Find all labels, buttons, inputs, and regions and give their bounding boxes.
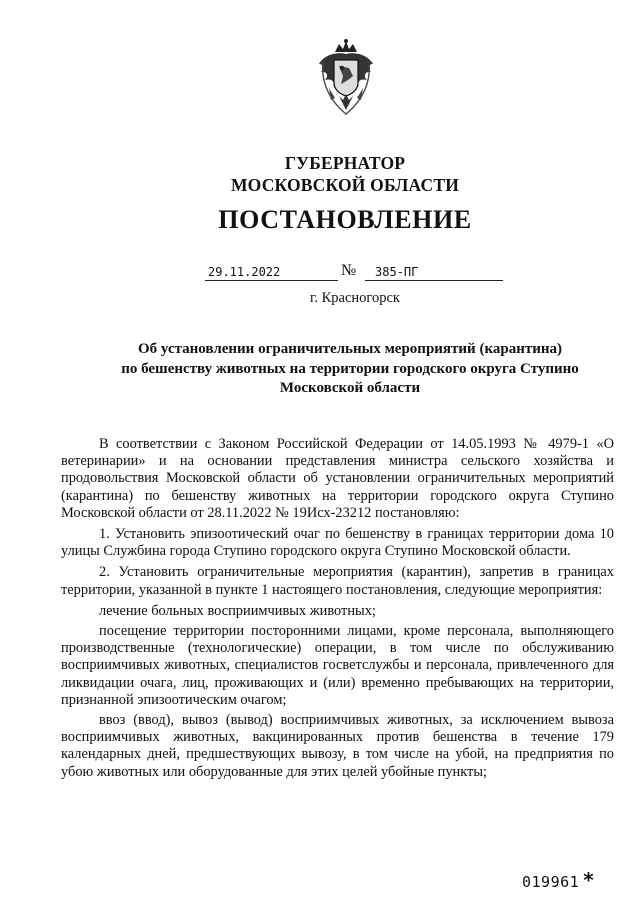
restriction-item-1: лечение больных восприимчивых животных; [99,602,376,619]
city-name: г. Красногорск [310,290,400,306]
document-date: 29.11.2022 [205,264,338,281]
moscow-region-coat-of-arms-icon [315,38,377,118]
issuer-line-2: МОСКОВСКОЙ ОБЛАСТИ [230,175,460,195]
document-number: 385-ПГ [365,264,503,281]
document-title [80,340,620,399]
document-type-label: ПОСТАНОВЛЕНИЕ [218,205,472,234]
issuer-line-1: ГУБЕРНАТОР [284,153,406,173]
title-line-3: Московской области [279,380,421,396]
document-type [0,205,640,235]
issuer-heading [0,152,640,196]
serial-stamp [522,868,594,892]
clause-2: 2. Установить ограничительные мероприятия (карантин), запретив в границах территории, указанной в пункте 1 настоящего постановления, следующие мероприятия: [61,564,614,598]
stamp-star: * [583,868,595,892]
title-line-1: Об установлении ограничительных мероприятий (карантина) [137,341,562,357]
date-number-line [205,262,495,284]
restriction-item-3: ввоз (ввод), вывоз (вывод) восприимчивых животных, за исключением вывоза восприимчивых животных, вакцинированных против бешенства в течение 179 календарных дней, предшествующих вывозу, в том числе на убой, на предприятия по убою животных или оборудованные для этих целей убойные пункты; [61,712,614,780]
document-body [61,436,614,784]
clause-1: 1. Установить эпизоотический очаг по бешенству в границах территории дома 10 улицы Службина города Ступино городского округа Ступино Московской области. [61,526,614,560]
title-line-2: по бешенству животных на территории городского округа Ступино [121,360,579,377]
city-line [0,290,640,307]
stamp-number: 019961 [522,873,580,891]
restriction-item-2: посещение территории посторонними лицами, кроме персонала, выполняющего производственные (технологические) операции, в том числе по обслуживанию восприимчивых животных, специалистов госветслужбы и персонала, привлеченного для ликвидации очага, лиц, проживающих и (или) временно пребывающих на территории, признанной эпизоотическим очагом; [61,623,614,708]
number-sign: № [341,262,357,279]
intro-paragraph: В соответствии с Законом Российской Федерации от 14.05.1993 № 4979-1 «О ветеринарии» и на основании представления министра сельского хозяйства и продовольствия Московской области об установлении ограничительных мероприятий (карантина) по бешенству животных на территории городского округа Ступино Московской области от 28.11.2022 № 19Исх-23212 постановляю: [61,436,614,521]
